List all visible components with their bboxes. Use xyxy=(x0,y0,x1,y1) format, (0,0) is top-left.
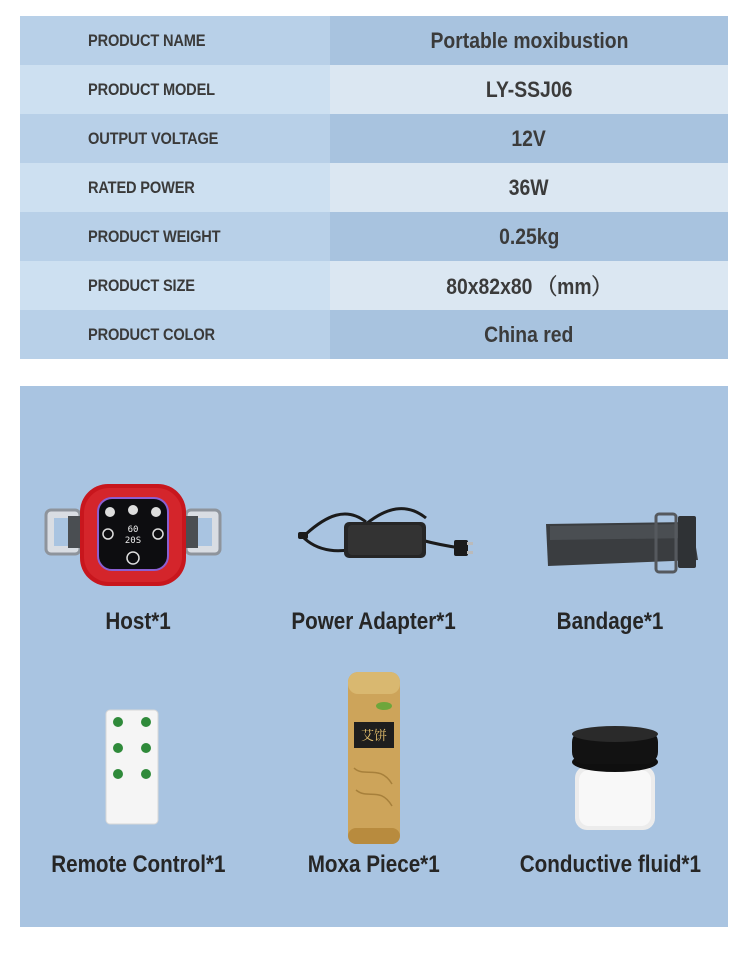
spec-value: 80x82x80 （mm） xyxy=(446,274,612,299)
package-item-bandage xyxy=(492,386,728,656)
conductive-fluid-jar-icon xyxy=(570,726,660,836)
spec-label: PRODUCT WEIGHT xyxy=(88,226,221,246)
item-caption-bandage: Bandage*1 xyxy=(556,608,664,635)
item-caption-conductive-fluid: Conductive fluid*1 xyxy=(519,851,701,878)
package-item-moxa-piece xyxy=(256,656,492,927)
item-caption-moxa-piece: Moxa Piece*1 xyxy=(308,851,440,878)
spec-label: PRODUCT COLOR xyxy=(88,324,215,344)
item-caption-remote-control: Remote Control*1 xyxy=(50,851,226,878)
spec-label: OUTPUT VOLTAGE xyxy=(88,128,219,148)
spec-value: Portable moxibustion xyxy=(430,27,628,53)
package-item-host xyxy=(20,386,256,656)
moxa-piece-tube-icon xyxy=(344,668,404,848)
package-item-remote-control xyxy=(20,656,256,927)
power-adapter-icon xyxy=(296,496,476,576)
host-display-line2: 20S xyxy=(124,536,142,546)
spec-row-product-name xyxy=(20,16,728,65)
package-item-conductive-fluid xyxy=(492,656,728,927)
host-display-line1: 60 xyxy=(127,525,139,535)
spec-table xyxy=(20,16,728,359)
spec-row-product-size xyxy=(20,261,728,310)
remote-control-icon xyxy=(104,708,160,828)
spec-value: LY-SSJ06 xyxy=(485,76,573,102)
spec-label: PRODUCT SIZE xyxy=(88,275,195,295)
spec-row-product-model xyxy=(20,65,728,114)
spec-label: RATED POWER xyxy=(88,177,195,197)
bandage-icon xyxy=(542,508,702,578)
spec-row-output-voltage xyxy=(20,114,728,163)
spec-value: China red xyxy=(484,321,574,347)
spec-row-rated-power xyxy=(20,163,728,212)
spec-label: PRODUCT MODEL xyxy=(88,79,215,99)
spec-row-product-color xyxy=(20,310,728,359)
spec-value: 0.25kg xyxy=(498,223,560,249)
spec-label: PRODUCT NAME xyxy=(88,30,206,50)
package-item-power-adapter xyxy=(256,386,492,656)
item-caption-power-adapter: Power Adapter*1 xyxy=(291,608,457,635)
item-caption-host: Host*1 xyxy=(105,608,171,635)
svg-text:艾饼: 艾饼 xyxy=(360,729,388,744)
package-contents-panel xyxy=(20,386,728,927)
moxibustion-host-icon xyxy=(38,480,228,590)
spec-value: 36W xyxy=(509,174,549,200)
spec-value: 12V xyxy=(511,125,547,151)
spec-row-product-weight xyxy=(20,212,728,261)
